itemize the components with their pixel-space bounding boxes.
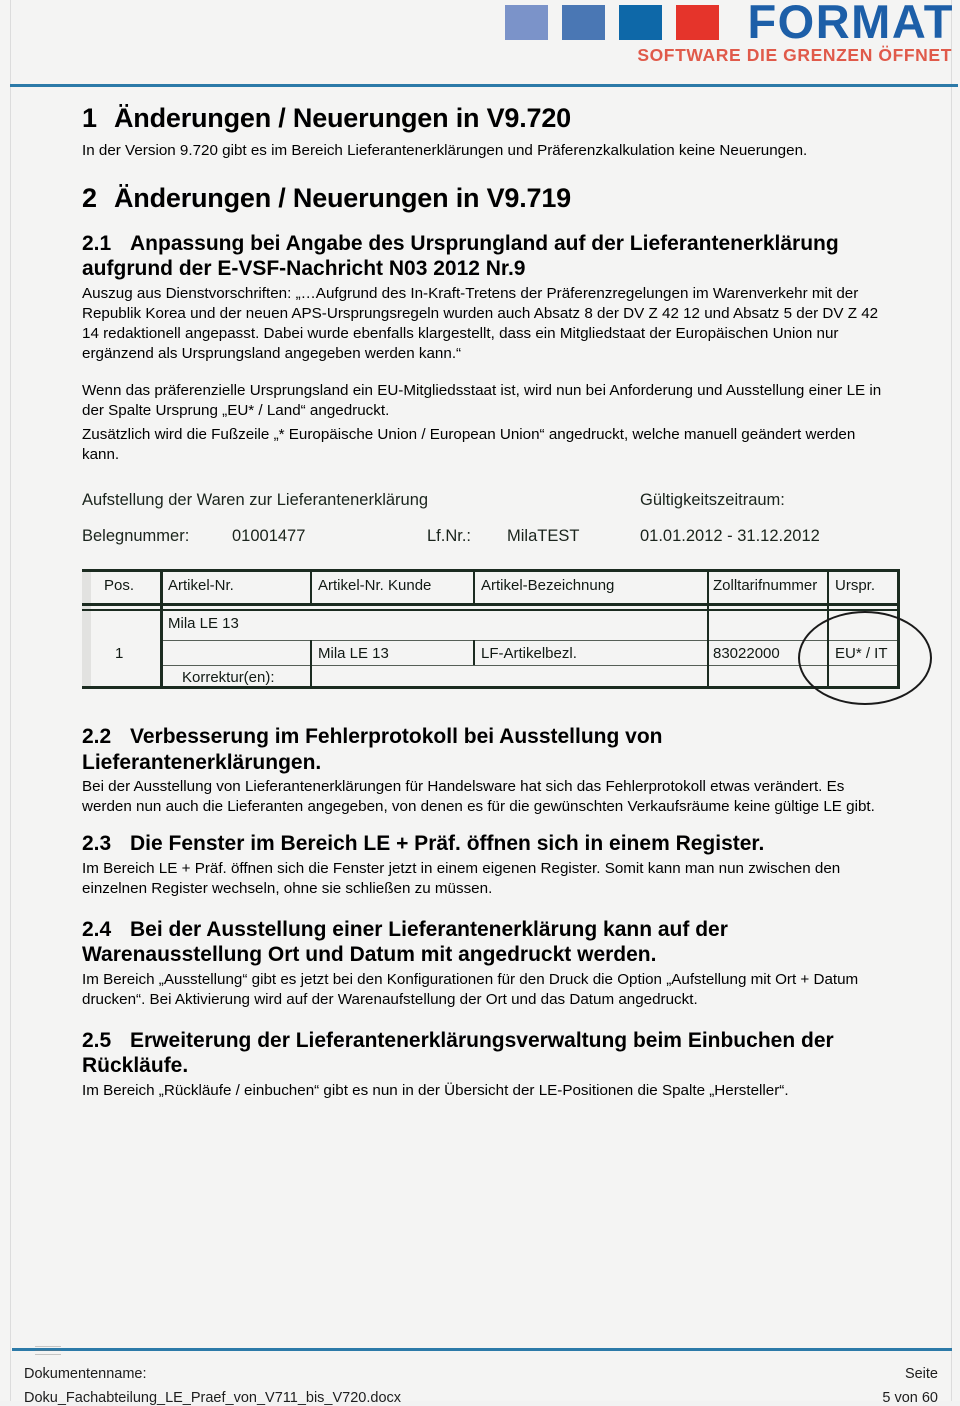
heading-2-5-title: Erweiterung der Lieferantenerklärungsverwaltung beim Einbuchen der Rückläufe. (82, 1028, 834, 1078)
heading-2-2-title: Verbesserung im Fehlerprotokoll bei Ausstellung von Lieferantenerklärungen. (82, 725, 663, 774)
heading-2-2-number: 2.2 (82, 725, 112, 749)
table-col-divider-kunde-body (473, 640, 475, 665)
logo-tagline: SOFTWARE DIE GRENZEN ÖFFNET (637, 45, 952, 65)
spacer (82, 821, 888, 831)
logo-square-2 (562, 5, 605, 40)
screenshot-validity-label: Gültigkeitszeitraum: (640, 491, 785, 510)
table-header-artikel-nr: Artikel-Nr. (168, 577, 234, 595)
spacer (82, 367, 888, 381)
logo-square-4 (676, 5, 719, 40)
table-cell-artikel-bezeichnung: LF-Artikelbezl. (481, 645, 577, 663)
spacer (82, 903, 888, 917)
spacer (82, 165, 888, 183)
paragraph-2-3-body: Im Bereich LE + Präf. öffnen sich die Fenster jetzt in einem eigenen Register. Somit kann man nun zwischen den einzelnen Register wechseln, ohne sie schließen zu müssen. (82, 859, 841, 897)
table-header-artikel-bezeichnung: Artikel-Bezeichnung (481, 577, 615, 595)
table-left-shading (82, 569, 91, 689)
table-col-divider-artikelnr-body (310, 640, 312, 686)
table-cell-zolltarifnummer: 83022000 (713, 645, 780, 663)
table-cell-artikel-nr: Mila LE 13 (168, 615, 239, 633)
document-body (82, 103, 888, 1105)
footer-document-value: Doku_Fachabteilung_LE_Praef_von_V711_bis_V720.docx (24, 1390, 402, 1406)
logo-square-1 (505, 5, 548, 40)
table-col-divider-pos (160, 569, 163, 686)
heading-2-3-number: 2.3 (82, 832, 112, 856)
table-col-divider-zolltarif (707, 569, 709, 686)
heading-2-title: Änderungen / Neuerungen in V9.719 (114, 182, 571, 213)
heading-2-1 (82, 231, 888, 282)
table-rule-header-bottom (82, 603, 900, 606)
heading-1 (82, 103, 888, 135)
footer-divider (12, 1348, 952, 1351)
screenshot-beleg-value: 01001477 (232, 527, 306, 546)
table-rule-row-mid (162, 640, 900, 641)
paragraph-2-1-b: Wenn das präferenzielle Ursprungsland ein EU-Mitgliedsstaat ist, wird nun bei Anforderung und Ausstellung einer LE in der Spalte Ursprung „EU* / Land“ angedruckt. (82, 382, 882, 420)
table-cell-ursprung: EU* / IT (835, 645, 888, 663)
highlight-ellipse-icon (798, 611, 932, 705)
table-rule-bottom (82, 686, 900, 689)
footer-document-label: Dokumentenname: (24, 1366, 147, 1382)
paragraph-2-4-body: Im Bereich „Ausstellung“ gibt es jetzt bei den Konfigurationen für den Druck die Option „Aufstellung mit Ort + Datum drucken“. Bei Aktivierung wird auf der Warenaufstellung der Ort und das Datum angedruckt. (82, 970, 859, 1008)
heading-2-3-title: Die Fenster im Bereich LE + Präf. öffnen sich in einem Register. (130, 832, 765, 856)
table-header-pos: Pos. (104, 577, 135, 595)
footer-mark-icon (35, 1344, 61, 1357)
screenshot-lfnr-value: MilaTEST (507, 527, 580, 546)
heading-2-1-title: Anpassung bei Angabe des Ursprungland auf der Lieferantenerklärung aufgrund der E-VSF-Nachricht N03 2012 Nr.9 (82, 231, 839, 281)
paragraph-2-1-a: Auszug aus Dienstvorschriften: „…Aufgrund des In-Kraft-Tretens der Präferenzregelungen im Warenverkehr mit der Republik Korea und der neuen APS-Ursprungsregeln wurden auch Absatz 8 der DV Z 42 12 und Absatz 5 der DV Z 42 14 redaktionell angepasst. Dabei wurde ebenfalls klargestellt, dass ein Mitgliedstaat der Europäischen Union nur ergänzend als Ursprungsland angegeben werden kann.“ (82, 284, 879, 362)
table-rule-top (82, 569, 900, 572)
table-rule-header-bottom-2 (82, 609, 900, 611)
heading-1-number: 1 (82, 103, 97, 133)
page-header (0, 0, 960, 88)
table-header-ursprung: Urspr. (835, 577, 876, 595)
header-divider (10, 84, 958, 87)
screenshot-validity-value: 01.01.2012 - 31.12.2012 (640, 527, 820, 546)
screenshot-lfnr-label: Lf.Nr.: (427, 527, 472, 546)
logo-wordmark: FORMAT (747, 0, 954, 48)
paragraph-1-body: In der Version 9.720 gibt es im Bereich Lieferantenerklärungen und Präferenzkalkulation keine Neuerungen. (82, 141, 808, 159)
heading-2-5 (82, 1028, 888, 1079)
heading-2-1-number: 2.1 (82, 231, 112, 255)
heading-2-2 (82, 724, 888, 775)
heading-2-number: 2 (82, 182, 97, 213)
page-edge-left (10, 0, 11, 1401)
warenaufstellung-table (82, 569, 900, 689)
footer-page-value: 5 von 60 (882, 1390, 938, 1406)
embedded-screenshot-warenaufstellung (82, 487, 928, 702)
screenshot-beleg-label: Belegnummer: (82, 527, 190, 546)
table-cell-korrektur-label: Korrektur(en): (182, 669, 275, 687)
table-rule-row-korrektur (162, 665, 900, 666)
heading-2-4-title: Bei der Ausstellung einer Lieferantenerklärung kann auf der Warenausstellung Ort und Datum mit angedruckt werden. (82, 917, 728, 967)
heading-2-5-number: 2.5 (82, 1028, 112, 1052)
page-footer (0, 1340, 960, 1406)
heading-2-4 (82, 917, 888, 968)
table-col-divider-kunde-header (473, 569, 475, 605)
heading-2-3 (82, 831, 888, 857)
table-cell-pos: 1 (115, 645, 124, 663)
format-logo (505, 0, 954, 66)
footer-page-label: Seite (904, 1366, 938, 1382)
page-edge-right (951, 0, 952, 1401)
paragraph-2-1-c: Zusätzlich wird die Fußzeile „* Europäische Union / European Union“ angedruckt, welche manuell geändert werden kann. (82, 426, 856, 464)
spacer (82, 1014, 888, 1028)
table-header-zolltarifnummer: Zolltarifnummer (713, 577, 818, 595)
table-cell-artikel-nr-kunde: Mila LE 13 (318, 645, 389, 663)
logo-row (505, 0, 954, 48)
screenshot-caption: Aufstellung der Waren zur Lieferantenerklärung (82, 491, 429, 510)
spacer (82, 221, 888, 231)
paragraph-2-2-body: Bei der Ausstellung von Lieferantenerklärungen für Handelsware hat sich das Fehlerprotokoll etwas verändert. Es werden nun auch die Lieferanten angegeben, von denen es für die gewünschten Verkaufsräume keine gültige LE gibt. (82, 778, 875, 816)
paragraph-2-5-body: Im Bereich „Rückläufe / einbuchen“ gibt es nun in der Übersicht der LE-Positionen die Spalte „Hersteller“. (82, 1081, 789, 1099)
heading-1-title: Änderungen / Neuerungen in V9.720 (114, 103, 571, 133)
heading-2 (82, 183, 888, 215)
spacer (82, 702, 888, 724)
table-header-artikel-nr-kunde: Artikel-Nr. Kunde (318, 577, 432, 595)
heading-2-4-number: 2.4 (82, 917, 112, 941)
table-col-divider-artikelnr-header (310, 569, 312, 605)
logo-square-3 (619, 5, 662, 40)
